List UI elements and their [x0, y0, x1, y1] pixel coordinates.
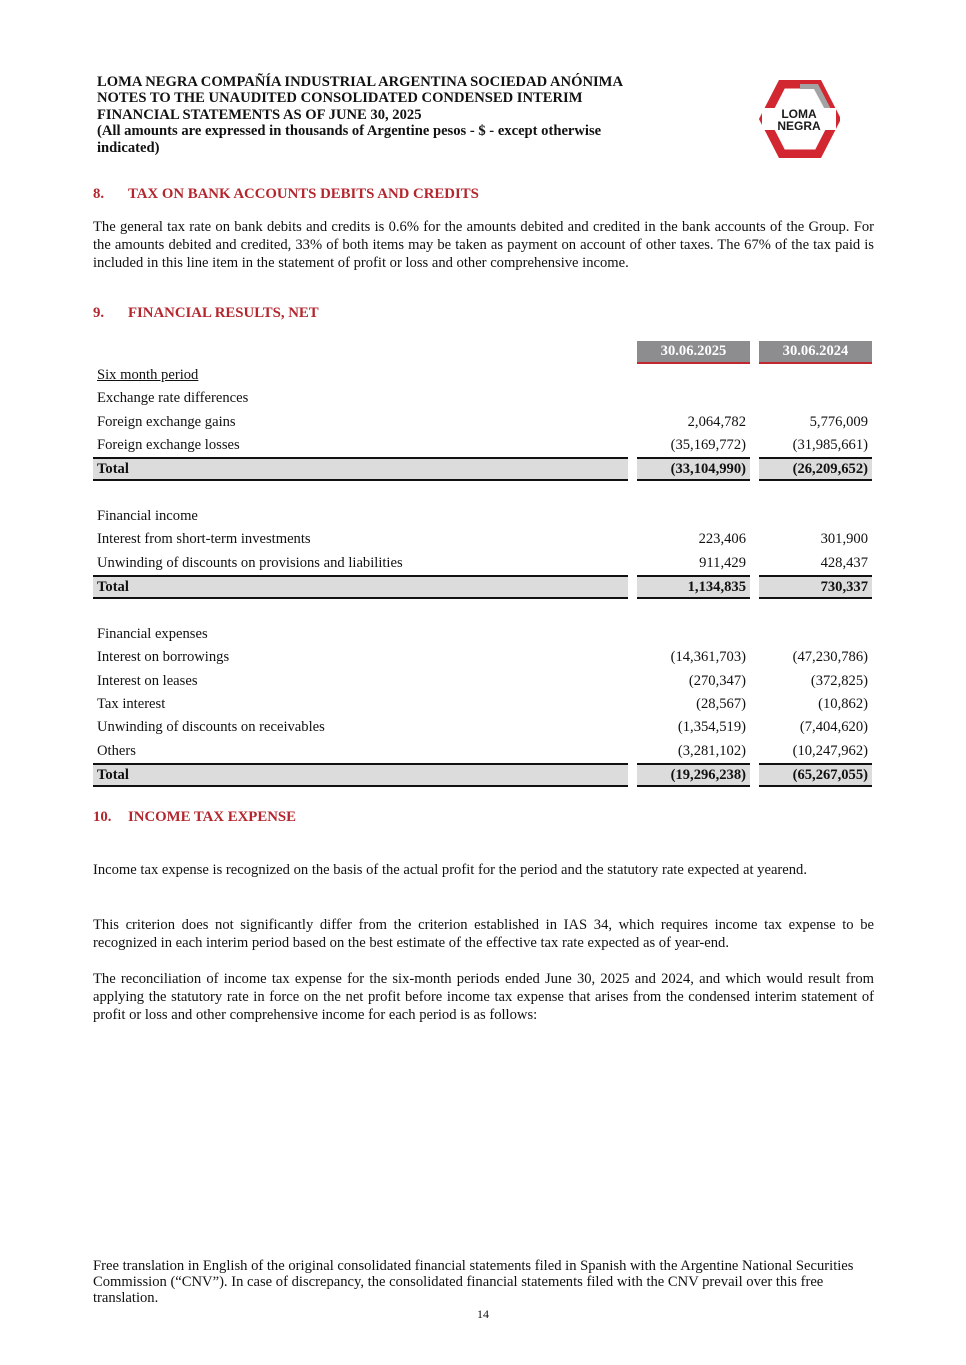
- total-label: Total: [97, 766, 129, 783]
- total-value-2024: 730,337: [820, 579, 868, 596]
- financial-results-table: [93, 341, 874, 785]
- header-amounts-note: (All amounts are expressed in thousands of Argentine pesos - $ - except otherwise: [97, 123, 602, 140]
- table-row: [93, 434, 874, 457]
- total-row-income: [93, 575, 874, 597]
- section-10-paragraph-2: This criterion does not significantly differ from the criterion established in IAS 34, which requires income tax expense to be recognized in each interim period based on the best estimate of the effective tax rate expected as of year-end.: [93, 917, 874, 952]
- document-header: [97, 74, 737, 156]
- table-row: [93, 716, 874, 739]
- row-label: Interest on borrowings: [97, 649, 230, 666]
- header-statements-date: FINANCIAL STATEMENTS AS OF JUNE 30, 2025: [97, 106, 422, 123]
- table-row: [93, 528, 874, 551]
- group-heading-expenses: Financial expenses: [97, 626, 208, 643]
- row-value-2024: (10,862): [818, 695, 868, 712]
- table-row: [93, 693, 874, 716]
- row-value-2025: 2,064,782: [687, 413, 746, 430]
- section-9-heading: FINANCIAL RESULTS, NET: [128, 305, 319, 321]
- section-8-paragraph: The general tax rate on bank debits and credits is 0.6% for the amounts debited and credited in the bank accounts of the Group. For the amounts debited and credited, 33% of both items may be taken as payment on account of other taxes. The 67% of the tax paid is included in this line item in the statement of profit or loss and other comprehensive income.: [93, 219, 874, 272]
- section-8-number: 8.: [93, 186, 105, 202]
- section-10-paragraph-3: The reconciliation of income tax expense for the six-month periods ended June 30, 2025 and 2024, and which would result from applying the statutory rate in force on the net profit before income tax expense that arises from the condensed interim statement of profit or loss and other comprehensive income for each period is as follows:: [93, 971, 874, 1024]
- header-amounts-note-cont: indicated): [97, 139, 160, 156]
- section-10-title: [93, 809, 296, 826]
- row-label: Others: [97, 742, 136, 759]
- table-row: [93, 740, 874, 763]
- table-row: [93, 646, 874, 669]
- row-value-2025: (35,169,772): [670, 436, 746, 453]
- row-value-2024: (372,825): [810, 672, 868, 689]
- section-8-heading: TAX ON BANK ACCOUNTS DEBITS AND CREDITS: [128, 186, 479, 202]
- total-value-2025: (19,296,238): [670, 766, 746, 783]
- row-label: Interest from short-term investments: [97, 531, 311, 548]
- row-value-2024: 301,900: [820, 531, 868, 548]
- group-heading-row: [93, 387, 874, 410]
- row-value-2025: (270,347): [688, 672, 746, 689]
- page-number: 14: [477, 1307, 489, 1321]
- row-label: Foreign exchange gains: [97, 413, 236, 430]
- section-10-number: 10.: [93, 809, 112, 825]
- row-label: Interest on leases: [97, 672, 198, 689]
- table-row-period: [93, 364, 874, 387]
- total-band: [93, 457, 628, 481]
- row-value-2025: 911,429: [699, 554, 746, 571]
- total-row-expenses: [93, 763, 874, 785]
- row-value-2024: (31,985,661): [792, 436, 868, 453]
- row-value-2024: 428,437: [820, 554, 868, 571]
- group-heading-income: Financial income: [97, 508, 198, 525]
- row-value-2024: (47,230,786): [792, 649, 868, 666]
- row-value-2025: (3,281,102): [677, 742, 746, 759]
- total-value-2024: (26,209,652): [792, 461, 868, 478]
- section-9-number: 9.: [93, 305, 105, 321]
- row-value-2024: 5,776,009: [809, 413, 868, 430]
- row-value-2024: (7,404,620): [799, 719, 868, 736]
- group-heading-row: [93, 623, 874, 646]
- total-row-exchange: [93, 457, 874, 479]
- total-label: Total: [97, 461, 129, 478]
- row-label: Unwinding of discounts on provisions and liabilities: [97, 554, 403, 571]
- row-label: Unwinding of discounts on receivables: [97, 719, 325, 736]
- total-value-2025: 1,134,835: [687, 579, 746, 596]
- total-value-2025: (33,104,990): [670, 461, 746, 478]
- row-value-2025: 223,406: [698, 531, 746, 548]
- row-value-2025: (28,567): [696, 695, 746, 712]
- loma-negra-logo-icon: [758, 80, 840, 158]
- row-label: Foreign exchange losses: [97, 436, 240, 453]
- column-header-2025: 30.06.2025: [637, 341, 750, 364]
- header-notes-title: NOTES TO THE UNAUDITED CONSOLIDATED CONDENSED INTERIM: [97, 90, 583, 107]
- row-value-2025: (14,361,703): [670, 649, 746, 666]
- total-band: [93, 763, 628, 787]
- section-8-title: [93, 186, 479, 203]
- table-row: [93, 670, 874, 693]
- header-company-name: LOMA NEGRA COMPAÑÍA INDUSTRIAL ARGENTINA SOCIEDAD ANÓNIMA: [97, 74, 623, 90]
- section-10-heading: INCOME TAX EXPENSE: [128, 809, 296, 825]
- row-label: Tax interest: [97, 695, 166, 712]
- total-band: [93, 575, 628, 599]
- logo-text-line1: LOMA: [781, 107, 817, 121]
- section-10-paragraph-1: Income tax expense is recognized on the basis of the actual profit for the period and the statutory rate expected at yearend.: [93, 862, 807, 878]
- logo-text-line2: NEGRA: [777, 119, 821, 133]
- row-value-2025: (1,354,519): [677, 719, 746, 736]
- table-column-headers: [93, 341, 874, 364]
- period-label: Six month period: [97, 367, 199, 383]
- total-label: Total: [97, 579, 129, 596]
- table-row: [93, 411, 874, 434]
- table-row: [93, 552, 874, 575]
- row-value-2024: (10,247,962): [792, 742, 868, 759]
- group-heading-row: [93, 505, 874, 528]
- section-9-title: [93, 305, 319, 322]
- column-header-2024: 30.06.2024: [759, 341, 872, 364]
- total-value-2024: (65,267,055): [792, 766, 868, 783]
- footer-disclaimer: Free translation in English of the original consolidated financial statements filed in Spanish with the Argentine National Securities Commission (“CNV”). In case of discrepancy, the consolidated financial statements filed with the CNV prevail over this free translation.: [93, 1258, 854, 1306]
- group-heading-exchange: Exchange rate differences: [97, 390, 249, 407]
